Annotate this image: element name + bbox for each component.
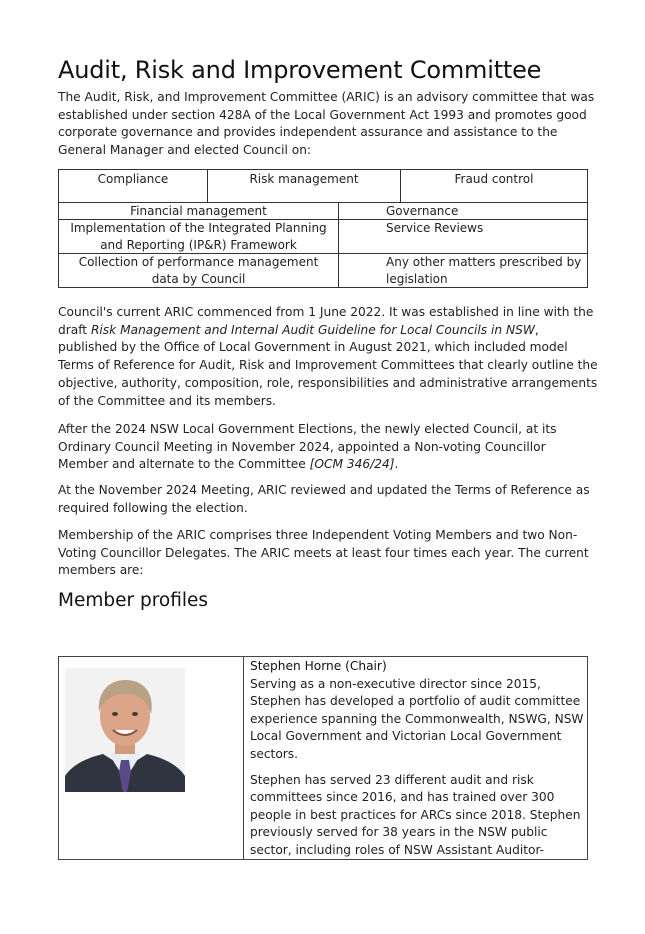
paragraph-text: After the 2024 NSW Local Government Elections, the newly elected Council, at its Ordinary Council Meeting in November 2024, appointed a Non-voting Councillor Member and alternate to the Committee bbox=[58, 422, 557, 472]
member-profiles-heading: Member profiles bbox=[58, 590, 209, 611]
aric-commencement-paragraph bbox=[58, 304, 598, 410]
functions-table bbox=[58, 169, 588, 288]
function-service-reviews: Service Reviews bbox=[386, 221, 484, 235]
member-name: Stephen Horne (Chair) bbox=[250, 659, 387, 673]
member-bio-paragraph: Stephen has served 23 different audit and risk committees since 2016, and has trained over 300 people in best practices for ARCs since 2018. Stephen previously served for 38 years in the NSW public sector, including roles of NSW Assistant Auditor- bbox=[250, 772, 581, 857]
function-governance: Governance bbox=[386, 204, 459, 218]
membership-paragraph: Membership of the ARIC comprises three Independent Voting Members and two Non-Voting Councillor Delegates. The ARIC meets at least four times each year. The current members are: bbox=[58, 528, 589, 578]
function-risk-management: Risk management bbox=[249, 172, 359, 186]
elections-paragraph bbox=[58, 421, 598, 474]
function-financial-management: Financial management bbox=[130, 204, 267, 218]
paragraph-text: Council's current ARIC commenced from 1 June 2022. It was established in line with the draft bbox=[58, 305, 594, 337]
page-title: Audit, Risk and Improvement Committee bbox=[58, 56, 542, 84]
terms-review-paragraph: At the November 2024 Meeting, ARIC reviewed and updated the Terms of Reference as required following the election. bbox=[58, 483, 590, 515]
function-performance-data: Collection of performance management data by Council bbox=[78, 255, 319, 286]
function-fraud-control: Fraud control bbox=[454, 172, 534, 186]
function-compliance: Compliance bbox=[97, 172, 169, 186]
intro-paragraph: The Audit, Risk, and Improvement Committee (ARIC) is an advisory committee that was established under section 428A of the Local Government Act 1993 and promotes good corporate governance and provides independent assurance and assistance to the General Manager and elected Council on: bbox=[58, 90, 595, 157]
paragraph-text: , published by the Office of Local Government in August 2021, which included model Terms of Reference for Audit, Risk and Improvement Committees that clearly outline the objective, authority, composition, role, responsibilities and administrative arrangements of the Committee and its members. bbox=[58, 322, 598, 408]
paragraph-text: . bbox=[394, 457, 399, 472]
meeting-reference: [OCM 346/24] bbox=[309, 457, 395, 472]
function-other-matters: Any other matters prescribed by legislation bbox=[386, 255, 582, 286]
member-profile-table bbox=[58, 656, 588, 860]
function-ipr-framework: Implementation of the Integrated Planning and Reporting (IP&R) Framework bbox=[70, 221, 327, 252]
member-photo bbox=[65, 668, 185, 792]
member-bio-paragraph: Serving as a non-executive director since 2015, Stephen has developed a portfolio of audit committee experience spanning the Commonwealth, NSWG, NSW Local Government and Victorian Local Government sectors. bbox=[250, 676, 584, 761]
guideline-title: Risk Management and Internal Audit Guideline for Local Councils in NSW bbox=[90, 322, 535, 337]
member-bio bbox=[250, 658, 584, 868]
